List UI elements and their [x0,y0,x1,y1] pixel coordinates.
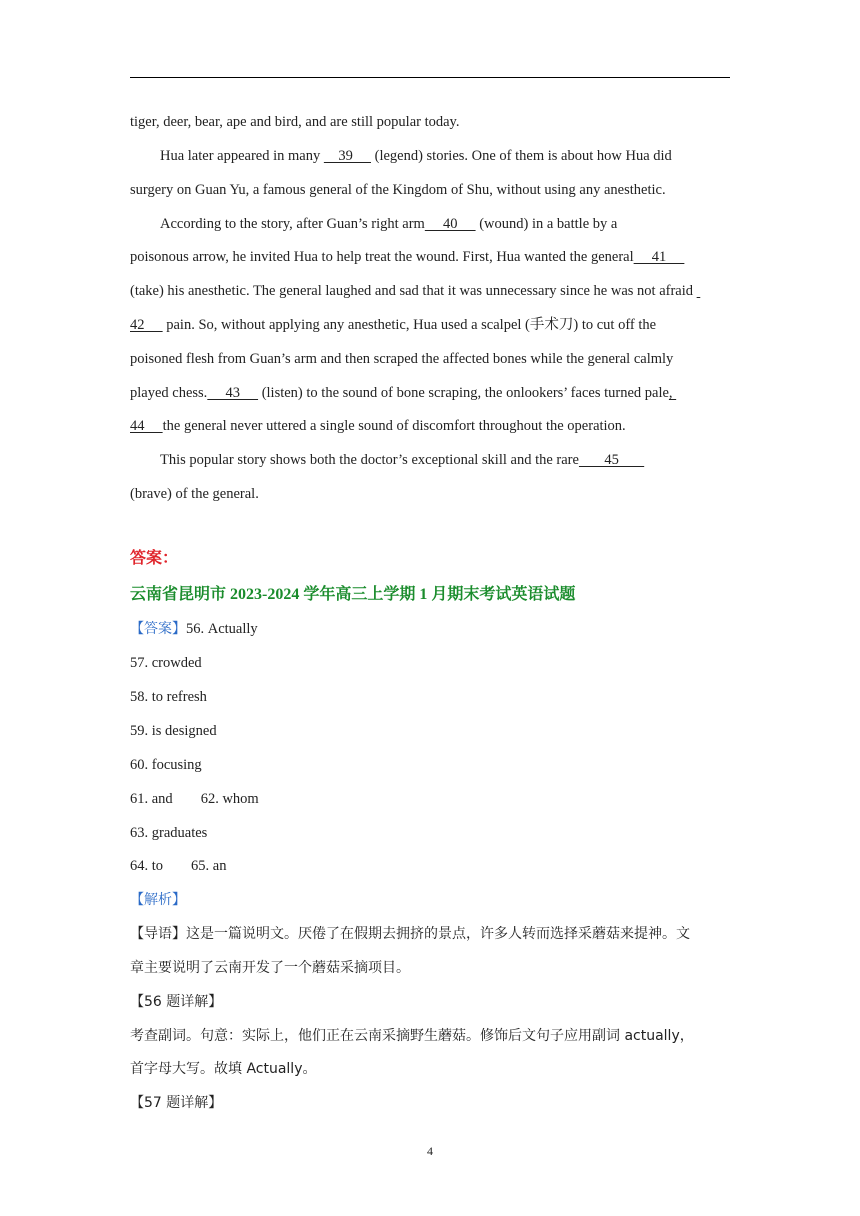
passage-line-10: 44 the general never uttered a single sound of discomfort throughout the operation. [130,418,626,434]
q56-tag: 【56 题详解】 [130,994,223,1010]
header-rule [130,77,730,78]
page-number: 4 [427,1144,433,1158]
passage-line-1: tiger, deer, bear, ape and bird, and are still popular today. [130,114,460,130]
answer-line-59: 59. is designed [130,723,217,739]
blank-41[interactable]: 41 [633,249,685,265]
answer-line-63: 63. graduates [130,825,208,841]
blank-42[interactable]: 42 [130,317,163,333]
passage-line-12: (brave) of the general. [130,486,259,502]
answer-line-58: 58. to refresh [130,689,207,705]
answer-line-61-62: 61. and 62. whom [130,791,259,807]
blank-45[interactable]: 45 [578,452,645,468]
passage-line-7: 42 pain. So, without applying any anesthetic, Hua used a scalpel (手术刀) to cut off the [130,317,657,333]
blank-44[interactable]: 44 [130,418,163,434]
blank-40[interactable]: 40 [424,216,476,232]
q57-tag: 【57 题详解】 [130,1095,223,1111]
blank-39[interactable]: 39 [323,148,371,164]
answer-line-64-65: 64. to 65. an [130,858,227,874]
answer-line-60: 60. focusing [130,757,202,773]
answer-tag: 【答案】 [130,621,186,637]
source-title: 云南省昆明市 2023-2024 学年高三上学期 1 月期末考试英语试题 [130,586,576,603]
intro-line-1: 【导语】这是一篇说明文。厌倦了在假期去拥挤的景点，许多人转而选择采蘑菇来提神。文 [130,926,690,942]
passage-line-6: (take) his anesthetic. The general laughed and sad that it was unnecessary since he was not afraid [130,281,700,301]
answer-heading: 答案： [130,548,179,567]
passage-line-5: poisonous arrow, he invited Hua to help treat the wound. First, Hua wanted the general 41 [130,249,685,265]
passage-line-9: played chess. 43 (listen) to the sound of bone scraping, the onlookers’ faces turned pale, [130,385,677,401]
passage-line-4: According to the story, after Guan’s right arm 40 (wound) in a battle by a [160,216,618,232]
passage-line-3: surgery on Guan Yu, a famous general of the Kingdom of Shu, without using any anesthetic. [130,182,666,198]
passage-line-11: This popular story shows both the doctor’s exceptional skill and the rare 45 [160,452,645,468]
blank-42-underline [697,281,701,301]
blank-44-comma: , [668,385,677,401]
q56-line-1: 考查副词。句意：实际上，他们正在云南采摘野生蘑菇。修饰后文句子应用副词 actually， [130,1028,694,1044]
blank-43[interactable]: 43 [207,385,259,401]
passage-line-2: Hua later appeared in many 39 (legend) stories. One of them is about how Hua did [160,148,672,164]
q56-line-2: 首字母大写。故填 Actually。 [130,1061,317,1077]
passage-line-8: poisoned flesh from Guan’s arm and then scraped the affected bones while the general calmly [130,351,674,367]
answer-line-56: 【答案】56. Actually [130,621,258,637]
intro-line-2: 章主要说明了云南开发了一个蘑菇采摘项目。 [130,960,410,976]
answer-line-57: 57. crowded [130,655,202,671]
analysis-tag: 【解析】 [130,892,186,908]
